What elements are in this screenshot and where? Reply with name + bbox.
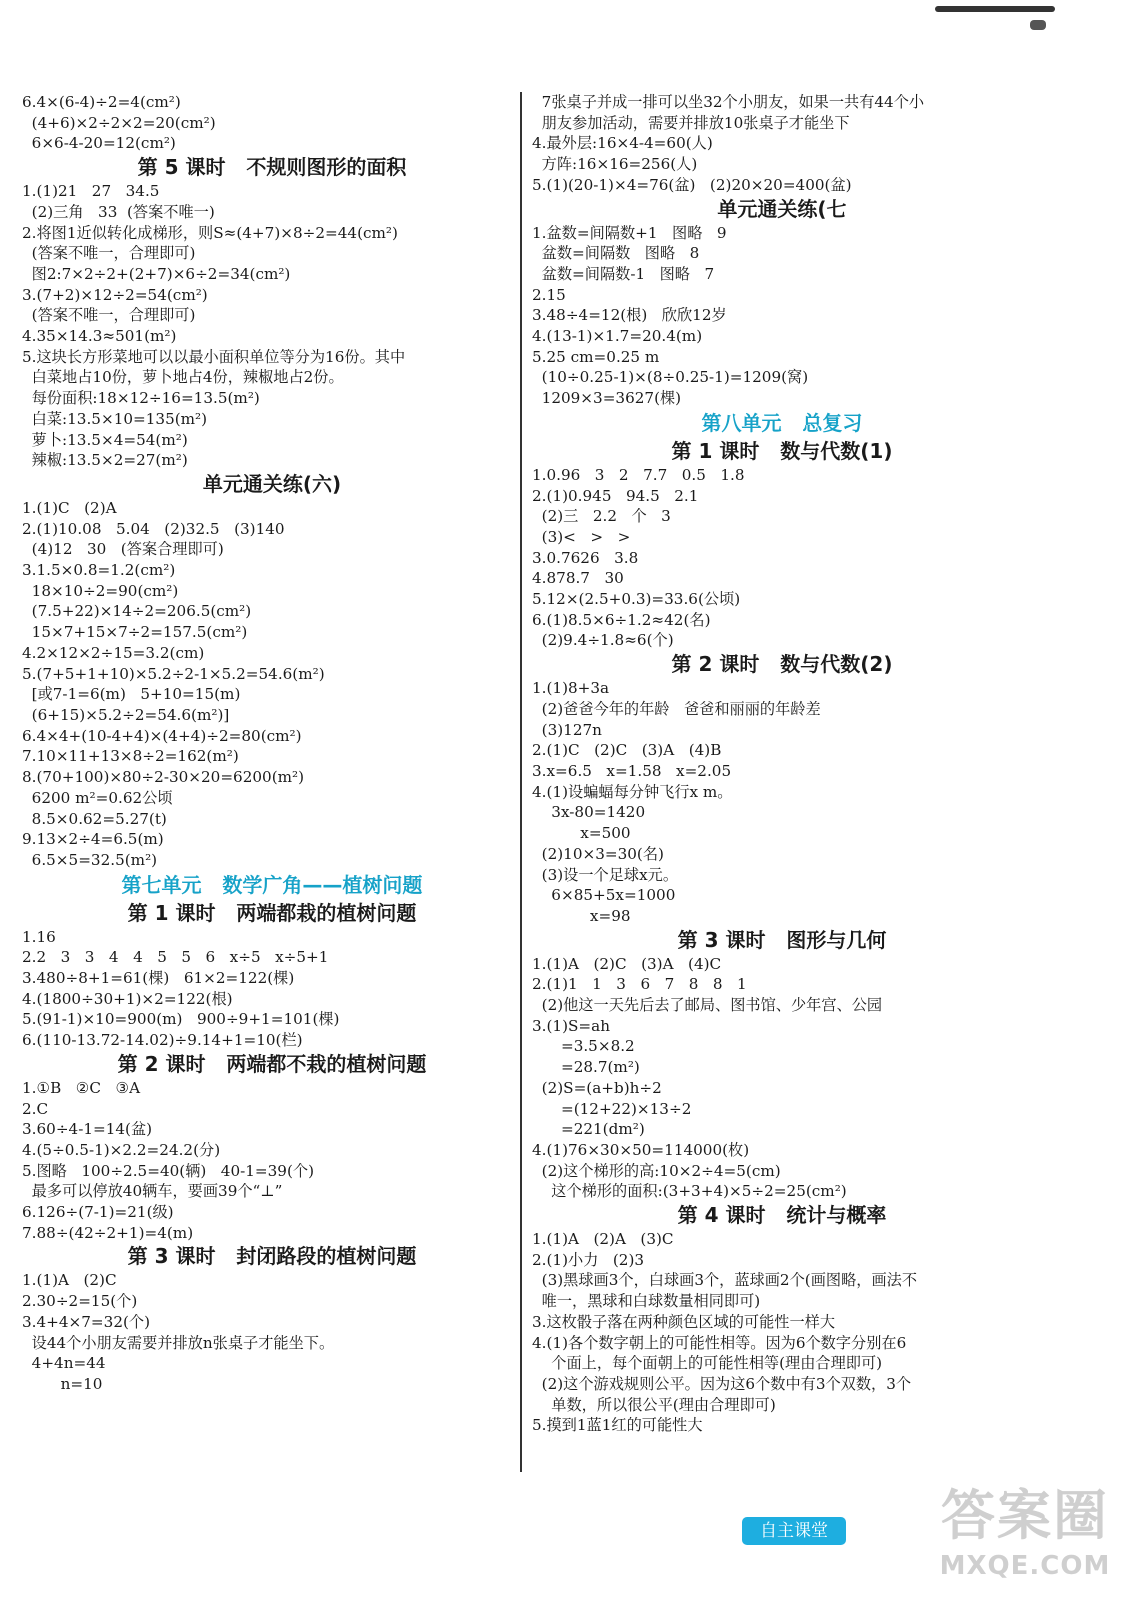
answer-line: 7.10×11+13×8÷2=162(m²)	[22, 747, 239, 766]
answer-line: (3)设一个足球x元。	[532, 865, 679, 884]
answer-line: x=500	[532, 824, 631, 843]
answer-line: (2)这个游戏规则公平。因为这6个数中有3个双数，3个	[532, 1374, 912, 1393]
answer-line: 设44个小朋友需要并排放n张桌子才能坐下。	[22, 1333, 335, 1352]
answer-line: 辣椒:13.5×2=27(m²)	[22, 451, 188, 470]
section-heading: 单元通关练(七	[717, 196, 847, 221]
answer-line: 6×6-4-20=12(cm²)	[22, 134, 176, 153]
answer-line: 2.30÷2=15(个)	[22, 1292, 138, 1311]
answer-line: 3.60÷4-1=14(盆)	[22, 1120, 153, 1139]
answer-line: 7.88÷(42÷2+1)=4(m)	[22, 1223, 194, 1242]
section-heading: 单元通关练(六)	[202, 471, 342, 496]
answer-line: 3.480÷8+1=61(棵) 61×2=122(棵)	[22, 969, 295, 988]
answer-line: 1.①B ②C ③A	[22, 1078, 141, 1097]
answer-line: 3.(7+2)×12÷2=54(cm²)	[22, 285, 208, 304]
section-heading: 第 4 课时 统计与概率	[677, 1203, 887, 1228]
answer-line: 6.4×4+(10-4+4)×(4+4)÷2=80(cm²)	[22, 726, 302, 745]
answer-line: 图2:7×2÷2+(2+7)×6÷2=34(cm²)	[22, 264, 291, 283]
answer-line: 4.最外层:16×4-4=60(人)	[532, 134, 713, 153]
scan-mark	[935, 6, 1055, 12]
answer-line: (2)9.4÷1.8≈6(个)	[532, 631, 674, 650]
answer-line: 这个梯形的面积:(3+3+4)×5÷2=25(cm²)	[532, 1182, 847, 1201]
answer-line: (2)S=(a+b)h÷2	[532, 1078, 662, 1097]
answer-line: 7张桌子并成一排可以坐32个小朋友，如果一共有44个小	[532, 93, 925, 111]
answer-line: (答案不唯一，合理即可)	[22, 306, 196, 325]
answer-line: (3)127n	[532, 720, 602, 739]
answer-line: 6.5×5=32.5(m²)	[22, 850, 158, 869]
answer-line: (2)他这一天先后去了邮局、图书馆、少年宫、公园	[532, 996, 883, 1015]
section-heading: 第 3 课时 封闭路段的植树问题	[127, 1244, 417, 1269]
answer-line: 6.4×(6-4)÷2=4(cm²)	[22, 93, 181, 111]
answer-line: 6.126÷(7-1)=21(级)	[22, 1203, 174, 1222]
answer-line: 白菜:13.5×10=135(m²)	[22, 409, 208, 428]
answer-line: 最多可以停放40辆车，要画39个“⊥”	[22, 1182, 283, 1201]
answer-line: 朋友参加活动，需要并排放10张桌子才能坐下	[532, 113, 850, 132]
answer-line: [或7-1=6(m) 5+10=15(m)	[22, 685, 241, 704]
section-heading: 第 5 课时 不规则图形的面积	[137, 155, 407, 180]
answer-line: 5.摸到1蓝1红的可能性大	[532, 1416, 703, 1435]
answer-line: 1.(1)C (2)A	[22, 498, 117, 517]
answer-line: 15×7+15×7÷2=157.5(cm²)	[22, 623, 248, 642]
answer-line: 5.(7+5+1+10)×5.2÷2-1×5.2=54.6(m²)	[22, 664, 325, 683]
answer-line: 5.25 cm=0.25 m	[532, 347, 660, 366]
answer-line: 个面上，每个面朝上的可能性相等(理由合理即可)	[532, 1354, 883, 1373]
answer-line: 4.(1)76×30×50=114000(枚)	[532, 1140, 750, 1159]
answer-line: 3.x=6.5 x=1.58 x=2.05	[532, 761, 732, 780]
answer-line: 3.0.7626 3.8	[532, 548, 639, 567]
answer-line: (3)< > >	[532, 527, 631, 546]
answer-line: 3.(1)S=ah	[532, 1016, 610, 1035]
watermark-domain: MXQE.COM	[939, 1551, 1111, 1581]
unit-heading: 第七单元 数学广角——植树问题	[121, 872, 423, 897]
answer-line: 2.15	[532, 285, 566, 304]
answer-line: 盆数=间隔数-1 图略 7	[532, 264, 715, 283]
left-column	[22, 92, 522, 1395]
answer-line: 3x-80=1420	[532, 803, 646, 822]
answer-line: 5.这块长方形菜地可以以最小面积单位等分为16份。其中	[22, 347, 406, 366]
answer-line: 1.16	[22, 927, 56, 946]
footer-badge: 自主课堂	[742, 1517, 846, 1545]
answer-line: (10÷0.25-1)×(8÷0.25-1)=1209(窝)	[532, 368, 809, 387]
answer-line: 1.0.96 3 2 7.7 0.5 1.8	[532, 465, 745, 484]
answer-line: 1.盆数=间隔数+1 图略 9	[532, 223, 727, 242]
answer-line: =3.5×8.2	[532, 1037, 635, 1056]
answer-line: x=98	[532, 906, 631, 925]
answer-line: 4.(1800÷30+1)×2=122(根)	[22, 989, 233, 1008]
answer-line: 4.(13-1)×1.7=20.4(m)	[532, 327, 703, 346]
answer-line: 6.(110-13.72-14.02)÷9.14+1=10(栏)	[22, 1031, 303, 1050]
answer-line: (7.5+22)×14÷2=206.5(cm²)	[22, 602, 252, 621]
unit-heading: 第八单元 总复习	[701, 410, 863, 435]
answer-line: 每份面积:18×12÷16=13.5(m²)	[22, 389, 260, 408]
answer-line: (2)三角 33 (答案不唯一)	[22, 202, 215, 221]
answer-line: (2)三 2.2 个 3	[532, 507, 671, 526]
answer-line: 3.1.5×0.8=1.2(cm²)	[22, 561, 176, 580]
section-heading: 第 1 课时 两端都栽的植树问题	[127, 900, 417, 925]
scan-mark-dot	[1030, 20, 1046, 30]
answer-line: 4+4n=44	[22, 1354, 106, 1373]
answer-line: 1.(1)21 27 34.5	[22, 182, 160, 201]
answer-line: (4+6)×2÷2×2=20(cm²)	[22, 113, 216, 132]
answer-line: 4.(5÷0.5-1)×2.2=24.2(分)	[22, 1140, 221, 1159]
answer-line: 4.35×14.3≈501(m²)	[22, 327, 177, 346]
answer-line: 6×85+5x=1000	[532, 886, 676, 905]
answer-line: (6+15)×5.2÷2=54.6(m²)]	[22, 705, 230, 724]
answer-line: 18×10÷2=90(cm²)	[22, 581, 179, 600]
answer-line: 盆数=间隔数 图略 8	[532, 244, 700, 263]
answer-line: 6.(1)8.5×6÷1.2≈42(名)	[532, 610, 711, 629]
answer-line: 9.13×2÷4=6.5(m)	[22, 830, 164, 849]
answer-line: 5.图略 100÷2.5=40(辆) 40-1=39(个)	[22, 1161, 314, 1180]
answer-line: 5.(91-1)×10=900(m) 900÷9+1=101(棵)	[22, 1010, 340, 1029]
answer-line: =28.7(m²)	[532, 1058, 640, 1077]
answer-line: (2)10×3=30(名)	[532, 844, 664, 863]
answer-line: 2.将图1近似转化成梯形，则S≈(4+7)×8÷2=44(cm²)	[22, 223, 398, 242]
watermark-text: 答案圈	[941, 1484, 1109, 1547]
answer-line: 4.(1)各个数字朝上的可能性相等。因为6个数字分别在6	[532, 1333, 907, 1352]
answer-line: 3.这枚骰子落在两种颜色区域的可能性一样大	[532, 1312, 836, 1331]
answer-line: (2)这个梯形的高:10×2÷4=5(cm)	[532, 1161, 781, 1180]
answer-line: =221(dm²)	[532, 1120, 645, 1139]
answer-line: 1.(1)A (2)C (3)A (4)C	[532, 954, 722, 973]
answer-line: 1.(1)A (2)A (3)C	[532, 1230, 674, 1249]
answer-line: 3.4+4×7=32(个)	[22, 1312, 151, 1331]
watermark-logo	[930, 1482, 1120, 1592]
right-column	[532, 92, 1032, 1436]
section-heading: 第 1 课时 数与代数(1)	[671, 438, 893, 463]
answer-line: 5.12×(2.5+0.3)=33.6(公顷)	[532, 590, 741, 609]
answer-line: 1.(1)A (2)C	[22, 1271, 117, 1290]
answer-line: =(12+22)×13÷2	[532, 1099, 692, 1118]
answer-line: (3)黑球画3个，白球画3个，蓝球画2个(画图略，画法不	[532, 1271, 918, 1290]
answer-line: n=10	[22, 1374, 103, 1393]
answer-line: 单数，所以很公平(理由合理即可)	[532, 1395, 776, 1414]
answer-line: 白菜地占10份，萝卜地占4份，辣椒地占2份。	[22, 368, 344, 387]
answer-line: 6200 m²=0.62公顷	[22, 788, 173, 807]
column-divider	[520, 92, 522, 1472]
answer-line: 8.5×0.62=5.27(t)	[22, 809, 167, 828]
section-heading: 第 2 课时 数与代数(2)	[671, 652, 893, 677]
answer-line: 方阵:16×16=256(人)	[532, 155, 698, 174]
answer-line: 萝卜:13.5×4=54(m²)	[22, 430, 188, 449]
answer-line: 2.(1)小力 (2)3	[532, 1250, 645, 1269]
answer-line: 3.48÷4=12(根) 欣欣12岁	[532, 306, 727, 325]
answer-line: 2.C	[22, 1099, 49, 1118]
answer-line: 1209×3=3627(棵)	[532, 389, 682, 408]
section-heading: 第 3 课时 图形与几何	[677, 927, 887, 952]
answer-line: 2.(1)C (2)C (3)A (4)B	[532, 741, 722, 760]
answer-line: 4.(1)设蝙蝠每分钟飞行x m。	[532, 782, 733, 801]
answer-line: 8.(70+100)×80÷2-30×20=6200(m²)	[22, 768, 305, 787]
answer-line: 2.2 3 3 4 4 5 5 6 x÷5 x÷5+1	[22, 948, 329, 967]
answer-line: (答案不唯一，合理即可)	[22, 244, 196, 263]
answer-line: 2.(1)10.08 5.04 (2)32.5 (3)140	[22, 519, 285, 538]
answer-line: 唯一，黑球和白球数量相同即可)	[532, 1292, 761, 1311]
answer-line: 2.(1)1 1 3 6 7 8 8 1	[532, 975, 747, 994]
answer-line: 4.2×12×2÷15=3.2(cm)	[22, 643, 205, 662]
section-heading: 第 2 课时 两端都不栽的植树问题	[117, 1051, 427, 1076]
answer-line: 1.(1)8+3a	[532, 679, 610, 698]
answer-line: (2)爸爸今年的年龄 爸爸和丽丽的年龄差	[532, 699, 821, 718]
answer-line: 4.878.7 30	[532, 569, 624, 588]
answer-line: 2.(1)0.945 94.5 2.1	[532, 486, 699, 505]
answer-line: (4)12 30 (答案合理即可)	[22, 540, 224, 559]
answer-line: 5.(1)(20-1)×4=76(盆) (2)20×20=400(盆)	[532, 175, 852, 194]
